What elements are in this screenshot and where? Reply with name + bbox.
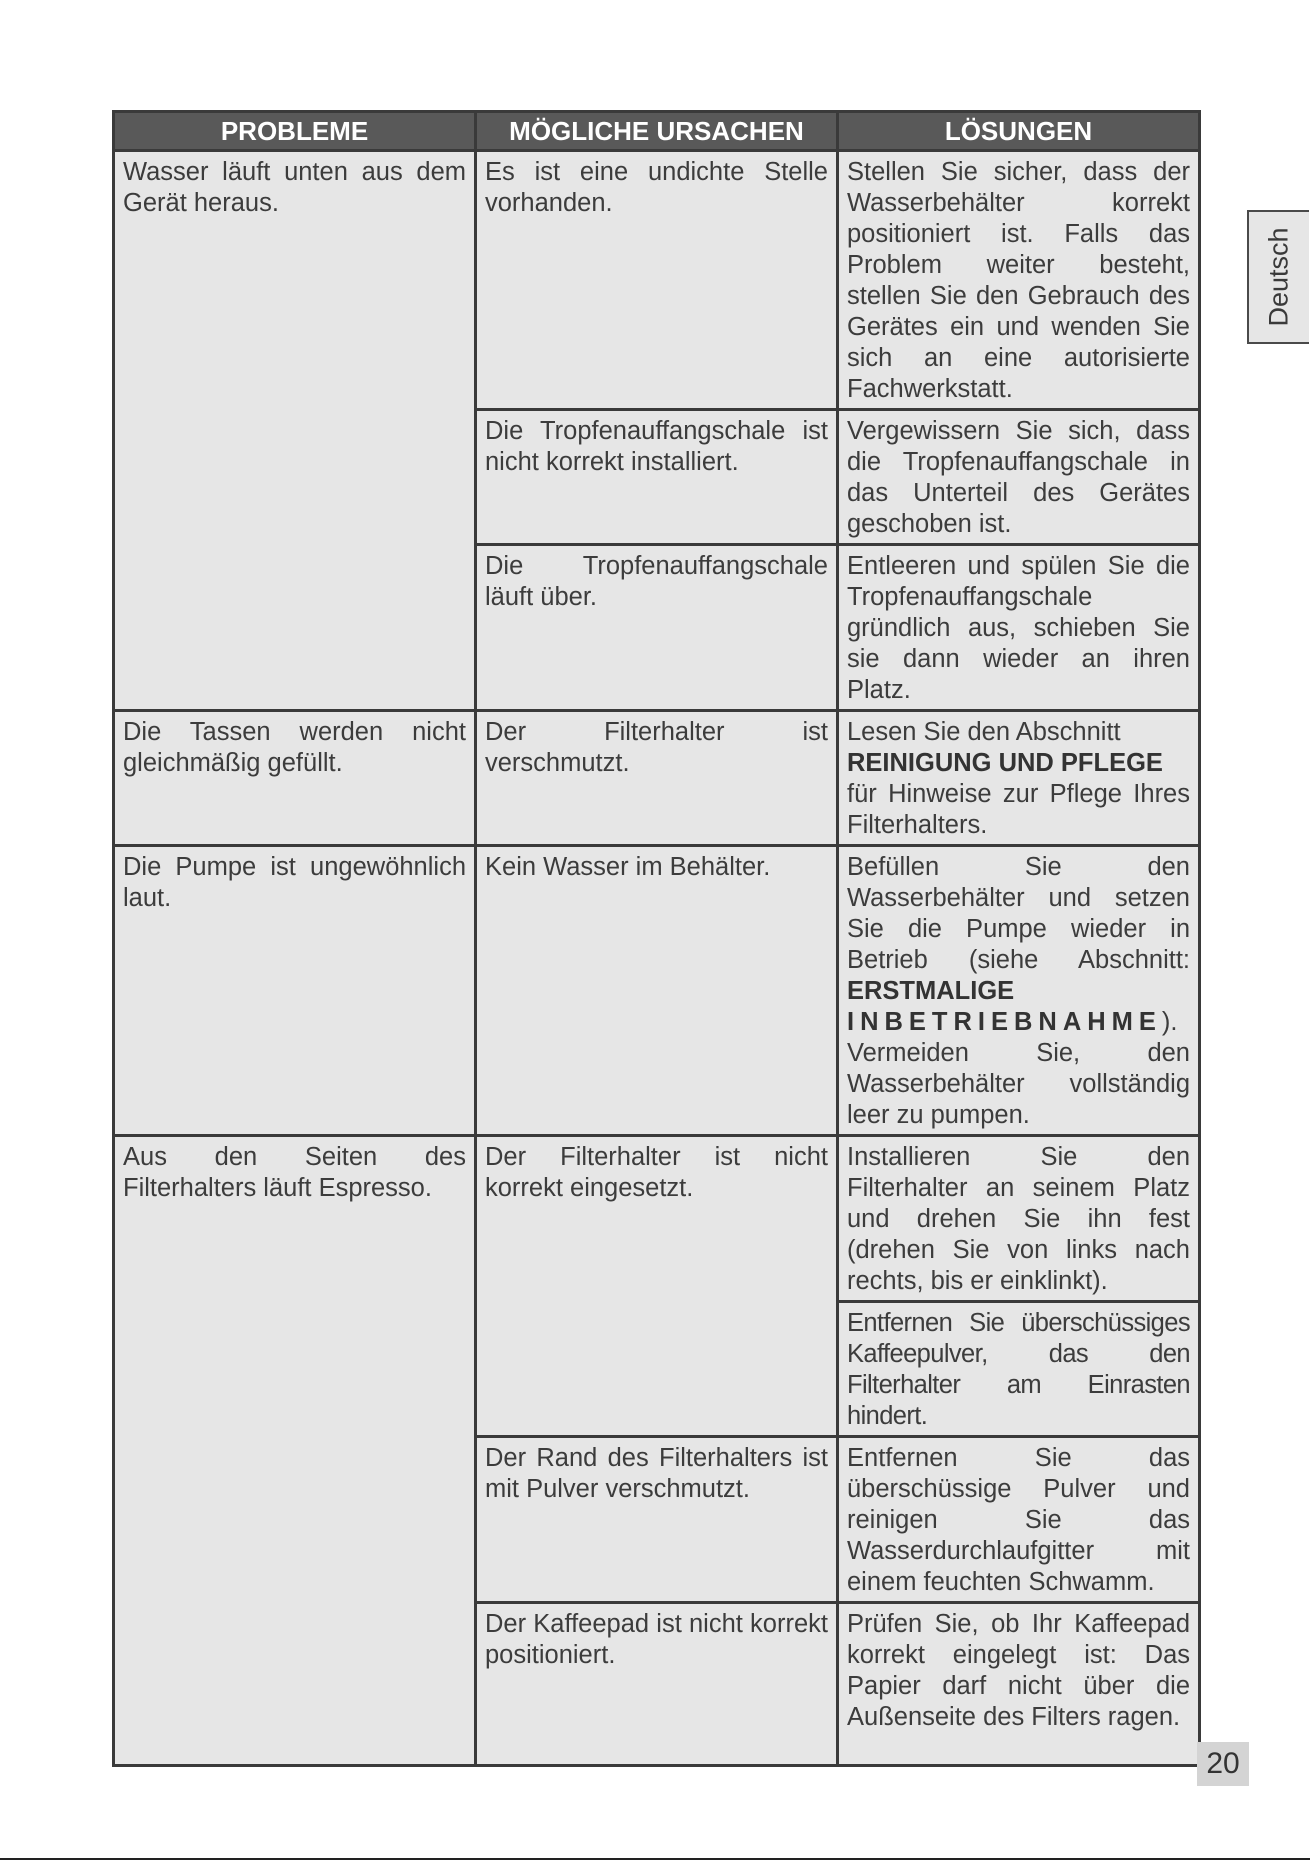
problem-text: Aus den Seiten des Filterhalters läuft Espresso.	[123, 1143, 466, 1202]
cause-cell	[476, 1437, 838, 1603]
problem-text: Die Pumpe ist ungewöhnlich laut.	[123, 853, 466, 912]
cause-cell	[476, 846, 838, 1136]
language-tab-label: Deutsch	[1263, 227, 1294, 327]
solution-text: Stellen Sie sicher, dass der Wasserbehälter korrekt positioniert ist. Falls das Problem weiter besteht, stellen Sie den Gebrauch des Gerätes ein und wenden Sie sich an eine autorisierte Fachwerkstatt.	[847, 158, 1190, 403]
page-number: 20	[1197, 1742, 1249, 1786]
problem-cell	[114, 711, 476, 846]
table-row	[114, 1136, 1200, 1302]
problem-cell	[114, 1136, 476, 1766]
solution-cell	[838, 1136, 1200, 1302]
solution-text: Entfernen Sie überschüssiges Kaffeepulver, das den Filterhalter am Einrasten hindert.	[847, 1309, 1190, 1430]
solution-section-ref: REINIGUNG UND PFLEGE	[847, 749, 1163, 777]
header-causes: MÖGLICHE URSACHEN	[476, 112, 838, 151]
solution-text: ). Vermeiden Sie, den Wasserbehälter vollständig leer zu pumpen.	[847, 1008, 1190, 1129]
problem-text: Wasser läuft unten aus dem Gerät heraus.	[123, 158, 466, 217]
solution-text: für Hinweise zur Pflege Ihres Filterhalters.	[847, 780, 1190, 839]
solution-text: Befüllen Sie den Wasserbehälter und setzen Sie die Pumpe wieder in Betrieb (siehe Abschnitt:	[847, 853, 1190, 974]
solution-cell	[838, 410, 1200, 545]
cause-cell	[476, 1603, 838, 1766]
solution-cell	[838, 1437, 1200, 1603]
solution-text: Installieren Sie den Filterhalter an seinem Platz und drehen Sie ihn fest (drehen Sie von links nach rechts, bis er einklinkt).	[847, 1143, 1190, 1295]
cause-cell	[476, 151, 838, 410]
solution-text: Vergewissern Sie sich, dass die Tropfenauffangschale in das Unterteil des Gerätes geschoben ist.	[847, 417, 1190, 538]
cause-text: Es ist eine undichte Stelle vorhanden.	[485, 158, 828, 217]
solution-text: Entleeren und spülen Sie die Tropfenauffangschale gründlich aus, schieben Sie sie dann wieder an ihren Platz.	[847, 552, 1190, 704]
problem-text: Die Tassen werden nicht gleichmäßig gefüllt.	[123, 718, 466, 777]
cause-text: Der Filterhalter ist nicht korrekt eingesetzt.	[485, 1143, 828, 1202]
solution-text: Prüfen Sie, ob Ihr Kaffeepad korrekt eingelegt ist: Das Papier darf nicht über die Außenseite des Filters ragen.	[847, 1610, 1190, 1731]
table-row	[114, 151, 1200, 410]
problem-cell	[114, 151, 476, 711]
cause-cell	[476, 545, 838, 711]
cause-cell	[476, 410, 838, 545]
solution-cell	[838, 545, 1200, 711]
cause-text: Kein Wasser im Behälter.	[485, 853, 771, 881]
solution-cell	[838, 151, 1200, 410]
table-header-row	[114, 112, 1200, 151]
solution-cell	[838, 711, 1200, 846]
cause-text: Der Filterhalter ist verschmutzt.	[485, 718, 828, 777]
solution-section-ref: ERSTMALIGE	[847, 977, 1015, 1005]
solution-text: Lesen Sie den Abschnitt	[847, 718, 1121, 746]
cause-text: Die Tropfenauffangschale läuft über.	[485, 552, 828, 611]
cause-text: Der Rand des Filterhalters ist mit Pulver verschmutzt.	[485, 1444, 828, 1503]
cause-cell	[476, 711, 838, 846]
language-tab	[1247, 210, 1309, 344]
cause-text: Die Tropfenauffangschale ist nicht korrekt installiert.	[485, 417, 828, 476]
cause-text: Der Kaffeepad ist nicht korrekt positioniert.	[485, 1610, 828, 1669]
solution-text: Entfernen Sie das überschüssige Pulver und reinigen Sie das Wasserdurchlaufgitter mit einem feuchten Schwamm.	[847, 1444, 1190, 1596]
table-row	[114, 711, 1200, 846]
troubleshooting-table	[112, 110, 1201, 1767]
solution-section-ref-line	[847, 1007, 1190, 1131]
solution-section-ref: INBETRIEBNAHME	[847, 1008, 1162, 1036]
table-row	[114, 846, 1200, 1136]
problem-cell	[114, 846, 476, 1136]
solution-cell	[838, 1302, 1200, 1437]
cause-cell	[476, 1136, 838, 1437]
header-solutions: LÖSUNGEN	[838, 112, 1200, 151]
solution-cell	[838, 1603, 1200, 1766]
solution-cell	[838, 846, 1200, 1136]
header-problems: PROBLEME	[114, 112, 476, 151]
